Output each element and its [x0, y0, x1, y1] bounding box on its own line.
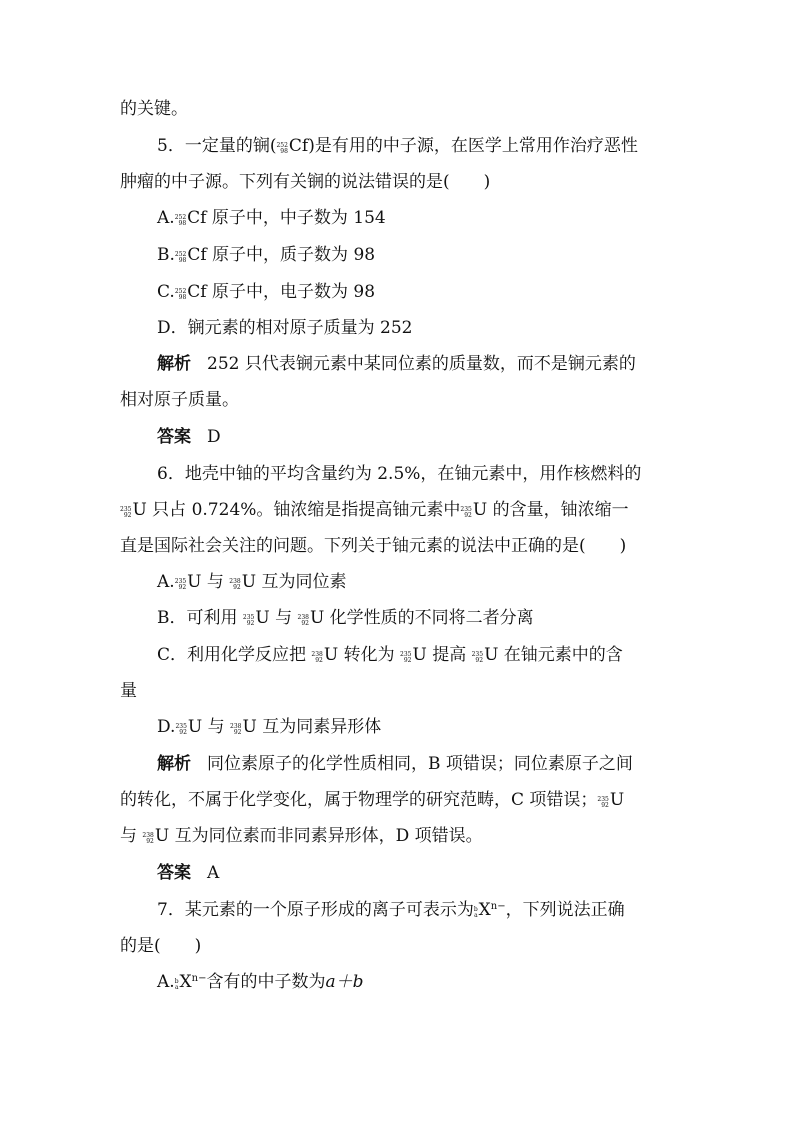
analysis-6: 解析 同位素原子的化学性质相同，B 项错误；同位素原子之间: [157, 754, 633, 774]
text-line: 的关键。: [120, 99, 188, 119]
option-c: C．利用化学反应把 238 92 U 转化为 235 92 U 提高 235 92 U 在铀元素中的含: [157, 645, 623, 665]
text-line: 肿瘤的中子源。下列有关锎的说法错误的是( ): [120, 172, 491, 192]
question-7-stem: 7．某元素的一个原子形成的离子可表示为 b a $X^{n-}$，下列说法正确: [157, 900, 625, 920]
option-b: B. 252 98 Cf 原子中，质子数为 98: [157, 245, 376, 265]
text-line: 的转化，不属于化学变化，属于物理学的研究范畴，C 项错误； 235 92 U: [120, 790, 625, 810]
text-line: 与 238 92 U 互为同位素而非同素异形体，D 项错误。: [120, 826, 483, 846]
text-line: 相对原子质量。: [120, 390, 239, 410]
option-a: A. b a $X^{n-}$含有的中子数为a＋b: [157, 972, 364, 992]
analysis-5: 解析 252 只代表锎元素中某同位素的质量数，而不是锎元素的: [157, 354, 636, 374]
nuclide-cf: 252 98: [276, 142, 288, 155]
question-6-stem: 6．地壳中铀的平均含量约为 2.5%，在铀元素中，用作核燃料的: [157, 464, 642, 484]
option-a: A. 252 98 Cf 原子中，中子数为 154: [157, 208, 386, 228]
option-b: B．可利用 235 92 U 与 238 92 U 化学性质的不同将二者分离: [157, 608, 534, 628]
answer-5: 答案 D: [157, 427, 221, 447]
text-line: 直是国际社会关注的问题。下列关于铀元素的说法中正确的是( ): [120, 536, 627, 556]
text-line: 量: [120, 681, 137, 701]
text-line: 的是( ): [120, 936, 202, 956]
text-line: 235 92 U 只占 0.724%。铀浓缩是指提高铀元素中 235 92 U 的含量，铀浓缩一: [120, 500, 629, 520]
option-d: D. 235 92 U 与 238 92 U 互为同素异形体: [157, 717, 382, 737]
option-a: A. 235 92 U 与 238 92 U 互为同位素: [157, 572, 347, 592]
option-c: C. 252 98 Cf 原子中，电子数为 98: [157, 282, 376, 302]
question-5-stem: 5．一定量的锎( 252 98 Cf)是有用的中子源，在医学上常用作治疗恶性: [157, 136, 638, 156]
answer-6: 答案 A: [157, 863, 220, 883]
option-d: D．锎元素的相对原子质量为 252: [157, 318, 413, 338]
